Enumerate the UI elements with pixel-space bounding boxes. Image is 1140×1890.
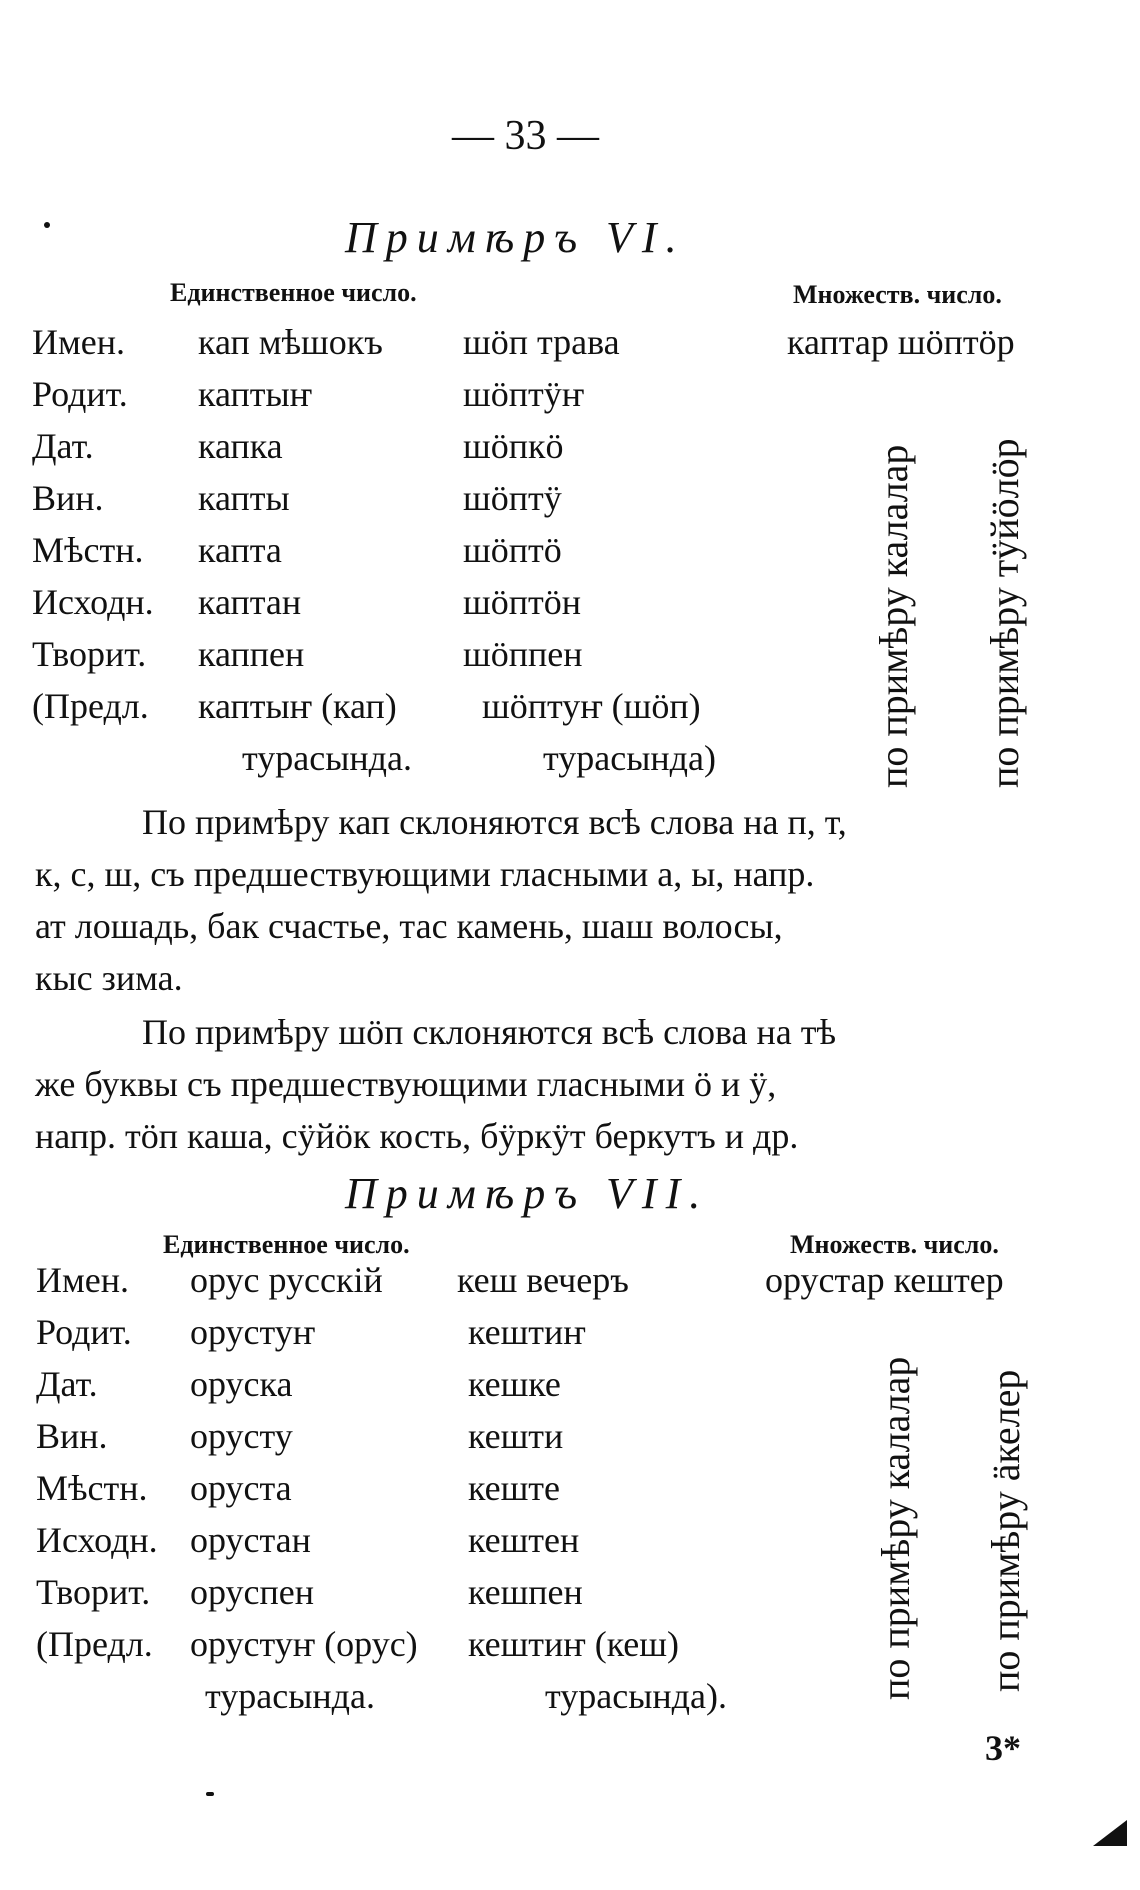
word-form: кештиҥ (кеш) <box>468 1624 679 1664</box>
case-label: Родит. <box>32 374 128 414</box>
plural-rule-vertical: по примѣру калалар <box>873 1356 918 1700</box>
word-form: кештен <box>468 1520 580 1560</box>
case-label: Мѣстн. <box>32 530 144 570</box>
plural-rule-vertical: по примѣру калалар <box>871 444 916 788</box>
word-form: шӧп трава <box>463 322 620 362</box>
paragraph-line: ат лошадь, бак счастье, тас камень, шаш волосы, <box>35 906 783 946</box>
word-form: шӧпкӧ <box>463 426 564 466</box>
word-form: оруска <box>190 1364 293 1404</box>
word-form: капка <box>198 426 283 466</box>
word-form: шӧптуҥ (шӧп) <box>482 686 701 726</box>
word-form: орусту <box>190 1416 293 1456</box>
word-form: турасында. <box>205 1676 375 1716</box>
word-form: кап мѣшокъ <box>198 322 383 362</box>
word-form: турасында) <box>543 738 716 778</box>
word-form: каптыҥ (кап) <box>198 686 397 726</box>
word-form: орустуҥ <box>190 1312 316 1352</box>
word-form: турасында. <box>242 738 412 778</box>
paragraph-line: По примѣру кап склоняются всѣ слова на п, т, <box>142 802 847 842</box>
plural-nominative: каптар шӧптӧр <box>787 322 1015 362</box>
word-form: кешти <box>468 1416 564 1456</box>
plural-nominative: орустар кештер <box>765 1260 1004 1300</box>
singular-header: Единственное число. <box>163 1230 410 1259</box>
paragraph-line: По примѣру шӧп склоняются всѣ слова на тѣ <box>142 1012 837 1052</box>
case-label: Творит. <box>32 634 147 674</box>
plural-rule-vertical: по примѣру ӓкелер <box>983 1369 1028 1692</box>
word-form: каптыҥ <box>198 374 313 414</box>
word-form: кеште <box>468 1468 561 1508</box>
plural-header: Множеств. число. <box>790 1230 999 1259</box>
word-form: кеш вечеръ <box>457 1260 629 1300</box>
case-label: Дат. <box>32 426 94 466</box>
page-number: — 33 — <box>452 113 599 159</box>
case-label: Творит. <box>36 1572 151 1612</box>
example-7-title: Примѣръ VII. <box>345 1169 710 1218</box>
word-form: шӧптӱҥ <box>463 374 585 414</box>
case-label: Исходн. <box>36 1520 158 1560</box>
word-form: кешке <box>468 1364 561 1404</box>
word-form: орус русскій <box>190 1260 383 1300</box>
example-6-title: Примѣръ VI. <box>345 213 686 262</box>
case-label: Дат. <box>36 1364 98 1404</box>
word-form: орустан <box>190 1520 311 1560</box>
word-form: оруста <box>190 1468 292 1508</box>
case-label: Вин. <box>32 478 104 518</box>
paragraph-line: кыс зима. <box>35 958 183 998</box>
plural-header: Множеств. число. <box>793 280 1002 309</box>
plural-rule-vertical: по примѣру тӱйӧлӧр <box>982 438 1027 788</box>
word-form: оруспен <box>190 1572 315 1612</box>
speck <box>206 1792 214 1796</box>
paragraph-line: же буквы съ предшествующими гласными ӧ и ӱ, <box>35 1064 777 1104</box>
case-label: Вин. <box>36 1416 108 1456</box>
case-label: Мѣстн. <box>36 1468 148 1508</box>
word-form: турасында). <box>545 1676 727 1716</box>
word-form: кешпен <box>468 1572 583 1612</box>
paragraph-line: напр. тӧп каша, сӱйӧк кость, бӱркӱт беркутъ и др. <box>35 1116 799 1156</box>
case-label: (Предл. <box>32 686 149 726</box>
case-label: Имен. <box>36 1260 130 1300</box>
word-form: каппен <box>198 634 305 674</box>
speck <box>44 222 50 228</box>
case-label: Исходн. <box>32 582 154 622</box>
word-form: капта <box>198 530 282 570</box>
word-form: шӧппен <box>463 634 583 674</box>
word-form: шӧптӧ <box>463 530 562 570</box>
paragraph-line: к, с, ш, съ предшествующими гласными а, ы, напр. <box>35 854 815 894</box>
word-form: шӧптӱ <box>463 478 562 518</box>
word-form: орустуҥ (орус) <box>190 1624 418 1664</box>
word-form: капты <box>198 478 290 518</box>
word-form: кештиҥ <box>468 1312 586 1352</box>
signature-mark: 3* <box>985 1728 1021 1768</box>
case-label: Имен. <box>32 322 126 362</box>
case-label: Родит. <box>36 1312 132 1352</box>
corner-mark <box>1093 1820 1127 1846</box>
case-label: (Предл. <box>36 1624 153 1664</box>
singular-header: Единственное число. <box>170 278 417 307</box>
word-form: шӧптӧн <box>463 582 581 622</box>
word-form: каптан <box>198 582 302 622</box>
